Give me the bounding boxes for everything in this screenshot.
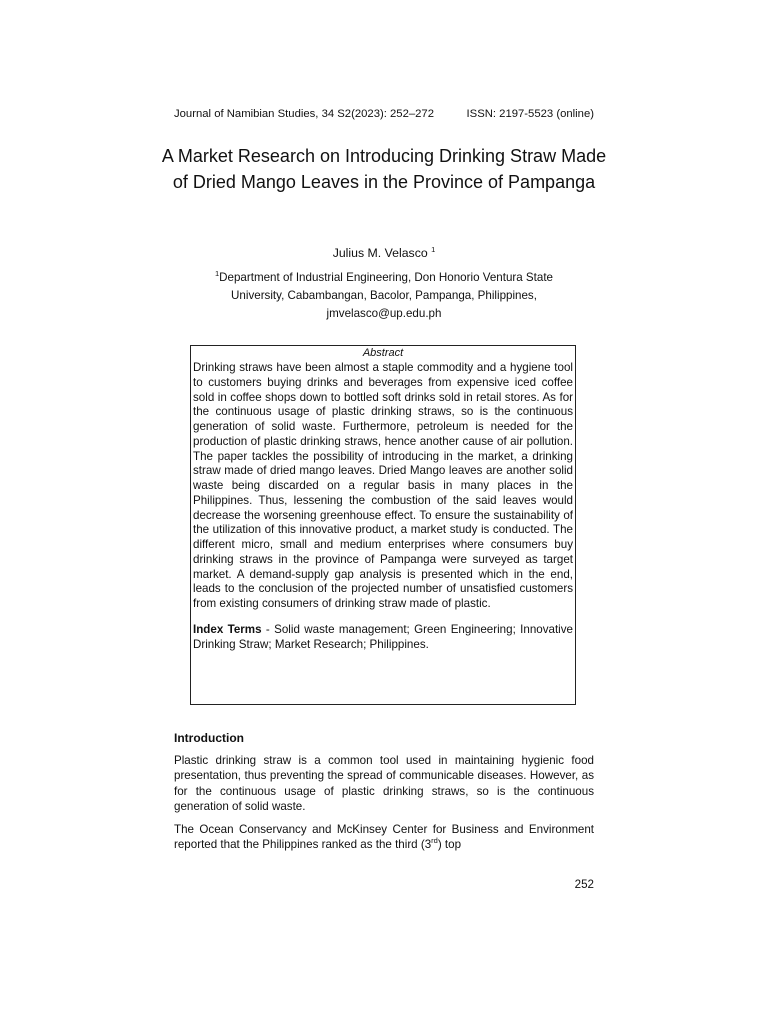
index-terms [193, 623, 573, 653]
abstract-box [190, 345, 576, 705]
page-number: 252 [574, 878, 594, 891]
affiliation-line-2: University, Cabambangan, Bacolor, Pampanga, Philippines, [231, 289, 537, 302]
author-email: jmvelasco@up.edu.ph [326, 307, 442, 320]
affiliation-line-1: $^1$Department of Industrial Engineering, Don Honorio Ventura State [214, 269, 553, 284]
introduction-paragraph-1: Plastic drinking straw is a common tool used in maintaining hygienic food presentation, thus preventing the spread of communicable diseases. However, as for the continuous usage of plastic drinking straws, so is the continuous generation of solid waste. [174, 754, 594, 814]
author-name: Julius M. Velasco [332, 246, 428, 260]
index-terms-text: - Solid waste management; Green Engineering; Innovative Drinking Straw; Market Research; Philippines. [193, 622, 573, 651]
abstract-text: Drinking straws have been almost a staple commodity and a hygiene tool to customers buying drinks and beverages from expensive iced coffee sold in coffee shops down to bottled soft drinks sold in retail stores. As for the continuous usage of plastic drinking straws, so is the continuous generation of solid waste. Furthermore, petroleum is needed for the production of plastic drinking straws, hence another cause of air pollution. The paper tackles the possibility of introducing in the market, a drinking straw made of dried mango leaves. Dried Mango leaves are another solid waste being discarded on a regular basis in many places in the Philippines. Thus, lessening the combustion of the said leaves would decrease the worsening greenhouse effect. To ensure the sustainability of the utilization of this innovative product, a market study is conducted. The different micro, small and medium enterprises where consumers buy drinking straws in the province of Pampanga were surveyed as target market. A demand-supply gap analysis is presented which in the end, leads to the conclusion of the projected number of unsatisfied customers from existing consumers of drinking straw made of plastic. [193, 361, 573, 610]
index-terms-label: Index Terms [193, 622, 262, 636]
ordinal-superscript: rd [431, 836, 438, 846]
affiliation-marker: 1 [214, 269, 220, 279]
affiliation [174, 269, 594, 323]
introduction-paragraph-2: The Ocean Conservancy and McKinsey Center for Business and Environment reported that the Philippines ranked as the third (3rd) top [174, 823, 594, 852]
author-line [174, 246, 594, 260]
introduction-heading: Introduction [174, 731, 244, 745]
paper-title: A Market Research on Introducing Drinking Straw Made of Dried Mango Leaves in the Province of Pampanga [161, 146, 607, 192]
running-header [174, 108, 594, 120]
abstract-heading: Abstract [362, 347, 404, 359]
author-affiliation-marker: 1 [431, 244, 436, 254]
issn: ISSN: 2197-5523 (online) [466, 108, 594, 120]
journal-citation: Journal of Namibian Studies, 34 S2(2023): 252–272 [174, 108, 434, 120]
